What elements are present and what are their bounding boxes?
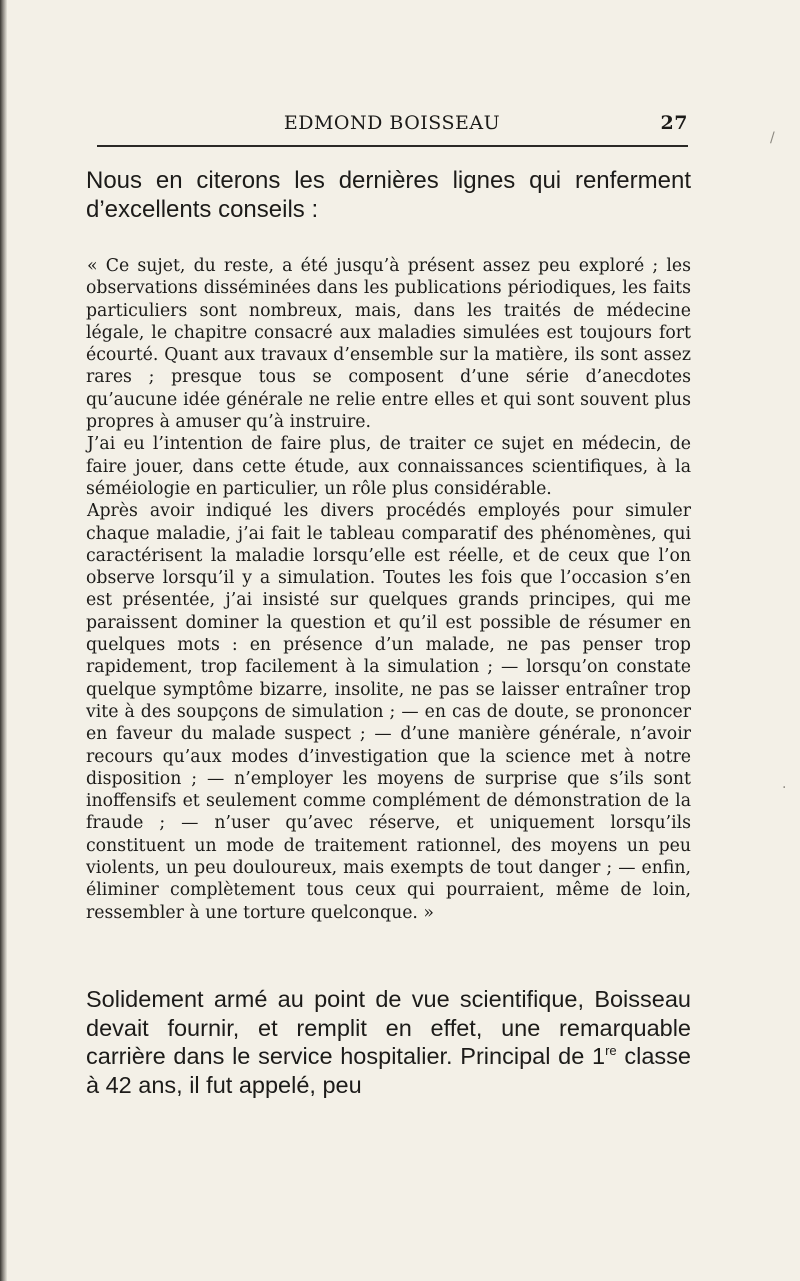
stray-mark: /	[770, 130, 775, 146]
running-head: EDMOND BOISSEAU	[283, 112, 501, 134]
page-header	[96, 112, 688, 140]
ordinal-superscript: re	[605, 1043, 617, 1058]
quote-paragraph-2: J’ai eu l’intention de faire plus, de traiter ce sujet en médecin, de faire jouer, dans cette étude, aux connaissances scientifiques, à la séméiologie en particulier, un rôle plus considérable.	[86, 434, 691, 499]
closing-paragraph	[86, 985, 691, 1099]
quote-paragraph-1: « Ce sujet, du reste, a été jusqu’à présent assez peu exploré ; les observations disséminées dans les publications périodiques, les faits particuliers sont nombreux, mais, dans les traités de médecine légale, le chapitre consacré aux maladies simulées est toujours fort écourté. Quant aux travaux d’ensemble sur la matière, ils sont assez rares ; presque tous se composent d’une série d’anecdotes qu’aucune idée générale ne relie entre elles et qui sont souvent plus propres à amuser qu’à instruire.	[86, 256, 691, 433]
lead-paragraph: Nous en citerons les dernières lignes qui renferment d’excellents conseils :	[86, 167, 691, 223]
header-rule	[97, 145, 688, 147]
quoted-passage	[86, 255, 691, 924]
stray-mark: ·	[782, 780, 787, 796]
page-number: 27	[660, 112, 688, 134]
quote-paragraph-3: Après avoir indiqué les divers procédés employés pour simuler chaque maladie, j’ai fait le tableau comparatif des phénomènes, qui caractérisent la maladie lorsqu’elle est réelle, et de ceux que l’on observe lorsqu’il y a simulation. Toutes les fois que l’occasion s’en est présentée, j’ai insisté sur quelques grands principes, qui me paraissent dominer la question et qu’il est possible de résumer en quelques mots : en présence d’un malade, ne pas penser trop rapidement, trop facilement à la simulation ; — lorsqu’on constate quelque symptôme bizarre, insolite, ne pas se laisser entraîner trop vite à des soupçons de simulation ; — en cas de doute, se prononcer en faveur du malade suspect ; — d’une manière générale, n’avoir recours qu’aux modes d’investigation que la science met à notre disposition ; — n’employer les moyens de surprise que s’ils sont inoffensifs et seulement comme complément de démonstration de la fraude ; — n’user qu’avec réserve, et uniquement lorsqu’ils constituent un mode de traitement rationnel, des moyens un peu violents, un peu douloureux, mais exempts de tout danger ; — enfin, éliminer complètement tous ceux qui pourraient, même de loin, ressembler à une torture quelconque. »	[86, 501, 691, 923]
closing-text-start: Solidement armé au point de vue scientifique, Boisseau devait fournir, et remplit en effet, une remarquable carrière dans le service hospitalier. Principal de 1	[86, 986, 691, 1069]
page-binding-edge	[0, 0, 7, 1281]
closing-text-end: classe à 42 ans, il fut appelé, peu	[86, 1043, 691, 1098]
